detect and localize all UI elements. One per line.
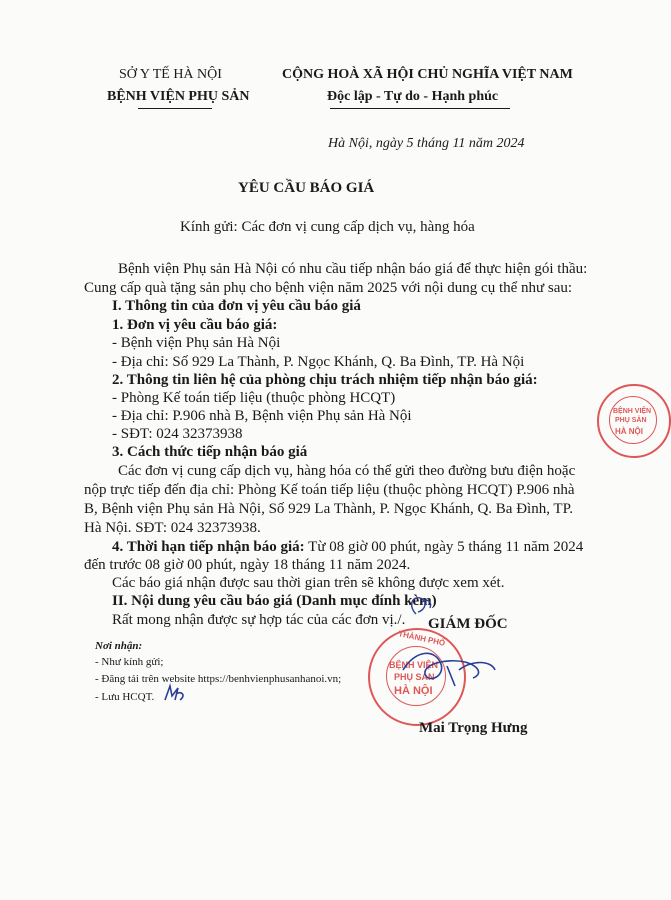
sub3-line-3: B, Bệnh viện Phụ sản Hà Nội, Số 929 La Thành, P. Ngọc Khánh, Q. Ba Đình, TP. (84, 501, 574, 517)
stamp-line-3: HÀ NỘI (394, 685, 433, 697)
list-item: - SĐT: 024 32373938 (112, 426, 243, 442)
validity-note: Các báo giá nhận được sau thời gian trên sẽ không được xem xét. (112, 575, 505, 591)
margin-stamp-line-1: BỆNH VIỆN (613, 408, 652, 415)
list-item: - Như kính gửi; (95, 656, 164, 668)
sub3-line-1: Các đơn vị cung cấp dịch vụ, hàng hóa có thể gửi theo đường bưu điện hoặc (118, 463, 576, 479)
sub3-heading: 3. Cách thức tiếp nhận báo giá (112, 444, 308, 460)
initial-signature (406, 592, 436, 618)
national-motto: Độc lập - Tự do - Hạnh phúc (327, 89, 499, 104)
margin-stamp (597, 384, 671, 458)
document-title: YÊU CẦU BÁO GIÁ (238, 180, 375, 196)
list-item: - Bệnh viện Phụ sản Hà Nội (112, 335, 281, 351)
hospital-name: BỆNH VIỆN PHỤ SẢN (107, 89, 250, 104)
list-item: - Địa chỉ: Số 929 La Thành, P. Ngọc Khánh, Q. Ba Đình, TP. Hà Nội (112, 354, 525, 370)
director-name: Mai Trọng Hưng (419, 720, 528, 736)
agency-name: SỞ Y TẾ HÀ NỘI (119, 67, 222, 82)
sub4-rest: Từ 08 giờ 00 phút, ngày 5 tháng 11 năm 2024 (304, 539, 584, 555)
stamp-line-2: PHỤ SẢN (394, 672, 435, 682)
hospital-underline (138, 108, 212, 109)
intro-line-1: Bệnh viện Phụ sản Hà Nội có nhu cầu tiếp nhận báo giá để thực hiện gói thầu: (118, 261, 588, 277)
sub2-heading: 2. Thông tin liên hệ của phòng chịu trách nhiệm tiếp nhận báo giá: (112, 372, 538, 388)
list-item: - Lưu HCQT. (95, 691, 155, 703)
margin-stamp-line-3: HÀ NỘI (615, 427, 643, 436)
sub3-line-4: Hà Nội. SĐT: 024 32373938. (84, 520, 261, 536)
date-line: Hà Nội, ngày 5 tháng 11 năm 2024 (328, 136, 525, 151)
sub4-heading: 4. Thời hạn tiếp nhận báo giá: (112, 539, 305, 555)
stamp-ring-text: THÀNH PHỐ (397, 629, 446, 648)
margin-stamp-line-2: PHỤ SẢN (615, 417, 647, 424)
list-item: - Địa chỉ: P.906 nhà B, Bệnh viện Phụ sản Hà Nội (112, 408, 412, 424)
director-signature (395, 640, 505, 710)
section-2-heading: II. Nội dung yêu cầu báo giá (Danh mục đính kèm) (112, 593, 437, 609)
archive-initial (162, 682, 190, 704)
section-1-heading: I. Thông tin của đơn vị yêu cầu báo giá (112, 298, 361, 314)
director-title: GIÁM ĐỐC (428, 616, 508, 632)
sub1-heading: 1. Đơn vị yêu cầu báo giá: (112, 317, 278, 333)
intro-line-2: Cung cấp quà tặng sản phụ cho bệnh viện năm 2025 với nội dung cụ thể như sau: (84, 280, 573, 296)
recipient-line: Kính gửi: Các đơn vị cung cấp dịch vụ, hàng hóa (180, 219, 475, 235)
sub3-line-2: nộp trực tiếp đến địa chỉ: Phòng Kế toán tiếp liệu (thuộc phòng HCQT) P.906 nhà (84, 482, 575, 498)
national-title: CỘNG HOÀ XÃ HỘI CHỦ NGHĨA VIỆT NAM (282, 67, 573, 82)
list-item: - Phòng Kế toán tiếp liệu (thuộc phòng HCQT) (112, 390, 396, 406)
stamp-line-1: BỆNH VIỆN (389, 660, 439, 670)
recipients-heading: Nơi nhận: (95, 640, 143, 652)
closing-line: Rất mong nhận được sự hợp tác của các đơn vị./. (112, 612, 406, 628)
motto-underline (330, 108, 510, 109)
list-item: - Đăng tải trên website https://benhvienphusanhanoi.vn; (95, 673, 342, 685)
sub4-line-2: đến trước 08 giờ 00 phút, ngày 18 tháng 11 năm 2024. (84, 557, 411, 573)
sub4-line-1 (112, 539, 583, 556)
